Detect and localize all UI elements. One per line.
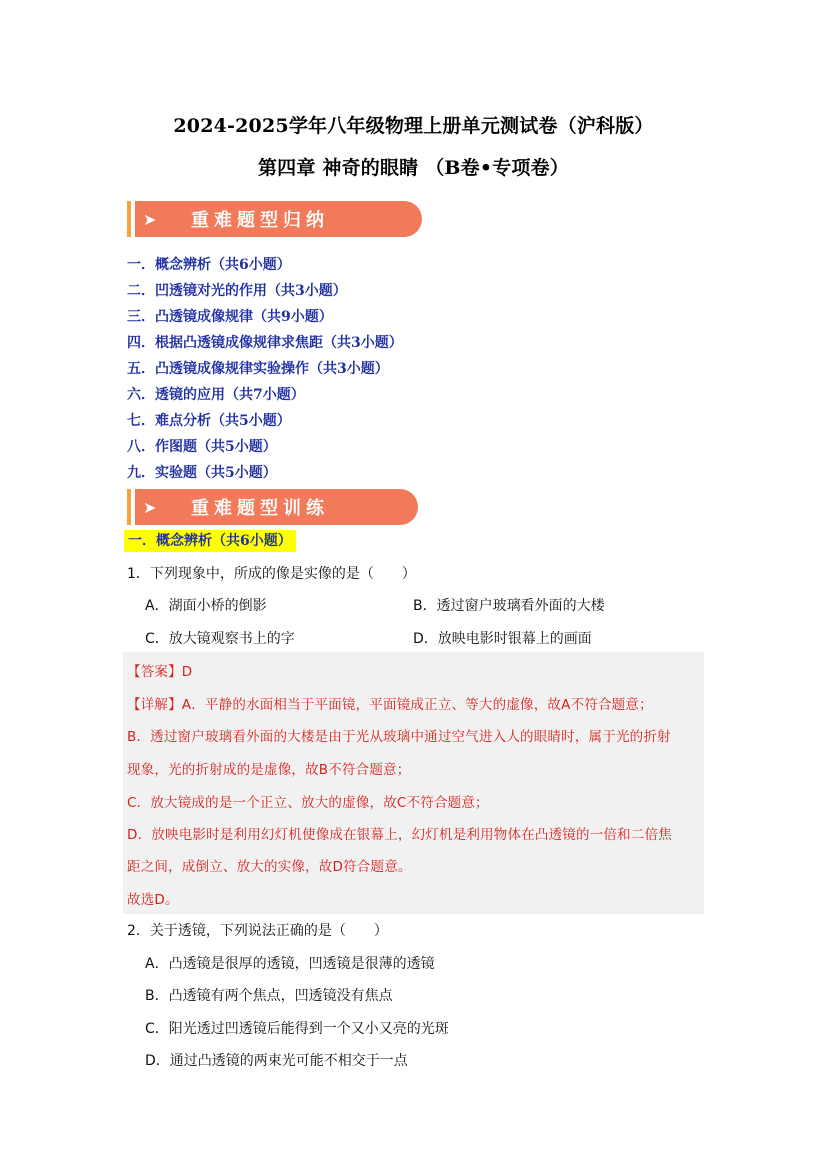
question-1-stem: 1．下列现象中，所成的像是实像的是（ ）: [127, 566, 416, 582]
topic-item: 六．透镜的应用（共7小题）: [127, 387, 305, 403]
question-1-option-a: A．湖面小桥的倒影: [145, 598, 267, 614]
topic-item: 七．难点分析（共5小题）: [127, 413, 291, 429]
topic-list: [127, 256, 403, 490]
topic-item: 二．凹透镜对光的作用（共3小题）: [127, 283, 347, 299]
arrow-icon: ➤: [143, 498, 157, 517]
question-1-option-c: C．放大镜观察书上的字: [145, 631, 295, 647]
topic-item: 八．作图题（共5小题）: [127, 439, 277, 455]
question-2-option-a: A．凸透镜是很厚的透镜，凹透镜是很薄的透镜: [145, 956, 435, 972]
topic-item: 四．根据凸透镜成像规律求焦距（共3小题）: [127, 335, 403, 351]
explanation-line: 现象，光的折射成的是虚像，故B不符合题意；: [127, 762, 411, 778]
page-title: 2024-2025学年八年级物理上册单元测试卷（沪科版）: [173, 115, 654, 137]
explanation-line: C．放大镜成的是一个正立、放大的虚像，故C不符合题意；: [127, 795, 489, 811]
answer-label: 【答案】D: [127, 664, 193, 680]
explanation-line: 故选D。: [127, 892, 179, 908]
topic-item: 九．实验题（共5小题）: [127, 465, 277, 481]
topic-item: 三．凸透镜成像规律（共9小题）: [127, 309, 333, 325]
explanation-line: D．放映电影时是利用幻灯机使像成在银幕上，幻灯机是利用物体在凸透镜的一倍和二倍焦: [127, 827, 672, 843]
page-subtitle: 第四章 神奇的眼睛 （B卷•专项卷）: [257, 157, 570, 179]
banner-training: [127, 489, 422, 525]
banner-summary-label: 重难题型归纳: [191, 210, 329, 231]
question-1-option-d: D．放映电影时银幕上的画面: [413, 631, 592, 647]
arrow-icon: ➤: [143, 210, 157, 229]
question-1-option-b: B．透过窗户玻璃看外面的大楼: [413, 598, 605, 614]
topic-item: 五．凸透镜成像规律实验操作（共3小题）: [127, 361, 389, 377]
explanation-line: B．透过窗户玻璃看外面的大楼是由于光从玻璃中通过空气进入人的眼睛时，属于光的折射: [127, 729, 671, 745]
explanation-line: 【详解】A．平静的水面相当于平面镜，平面镜成正立、等大的虚像，故A不符合题意；: [127, 697, 653, 713]
section-heading: 一．概念辨析（共6小题）: [124, 530, 296, 552]
question-2-option-b: B．凸透镜有两个焦点，凹透镜没有焦点: [145, 988, 393, 1004]
topic-item: 一．概念辨析（共6小题）: [127, 257, 291, 273]
question-2-option-c: C．阳光透过凹透镜后能得到一个又小又亮的光斑: [145, 1021, 449, 1037]
question-2-stem: 2．关于透镜，下列说法正确的是（ ）: [127, 923, 388, 939]
banner-training-label: 重难题型训练: [191, 498, 329, 519]
banner-summary: [127, 201, 422, 237]
explanation-line: 距之间，成倒立、放大的实像，故D符合题意。: [127, 859, 412, 875]
question-2-option-d: D．通过凸透镜的两束光可能不相交于一点: [145, 1053, 408, 1069]
